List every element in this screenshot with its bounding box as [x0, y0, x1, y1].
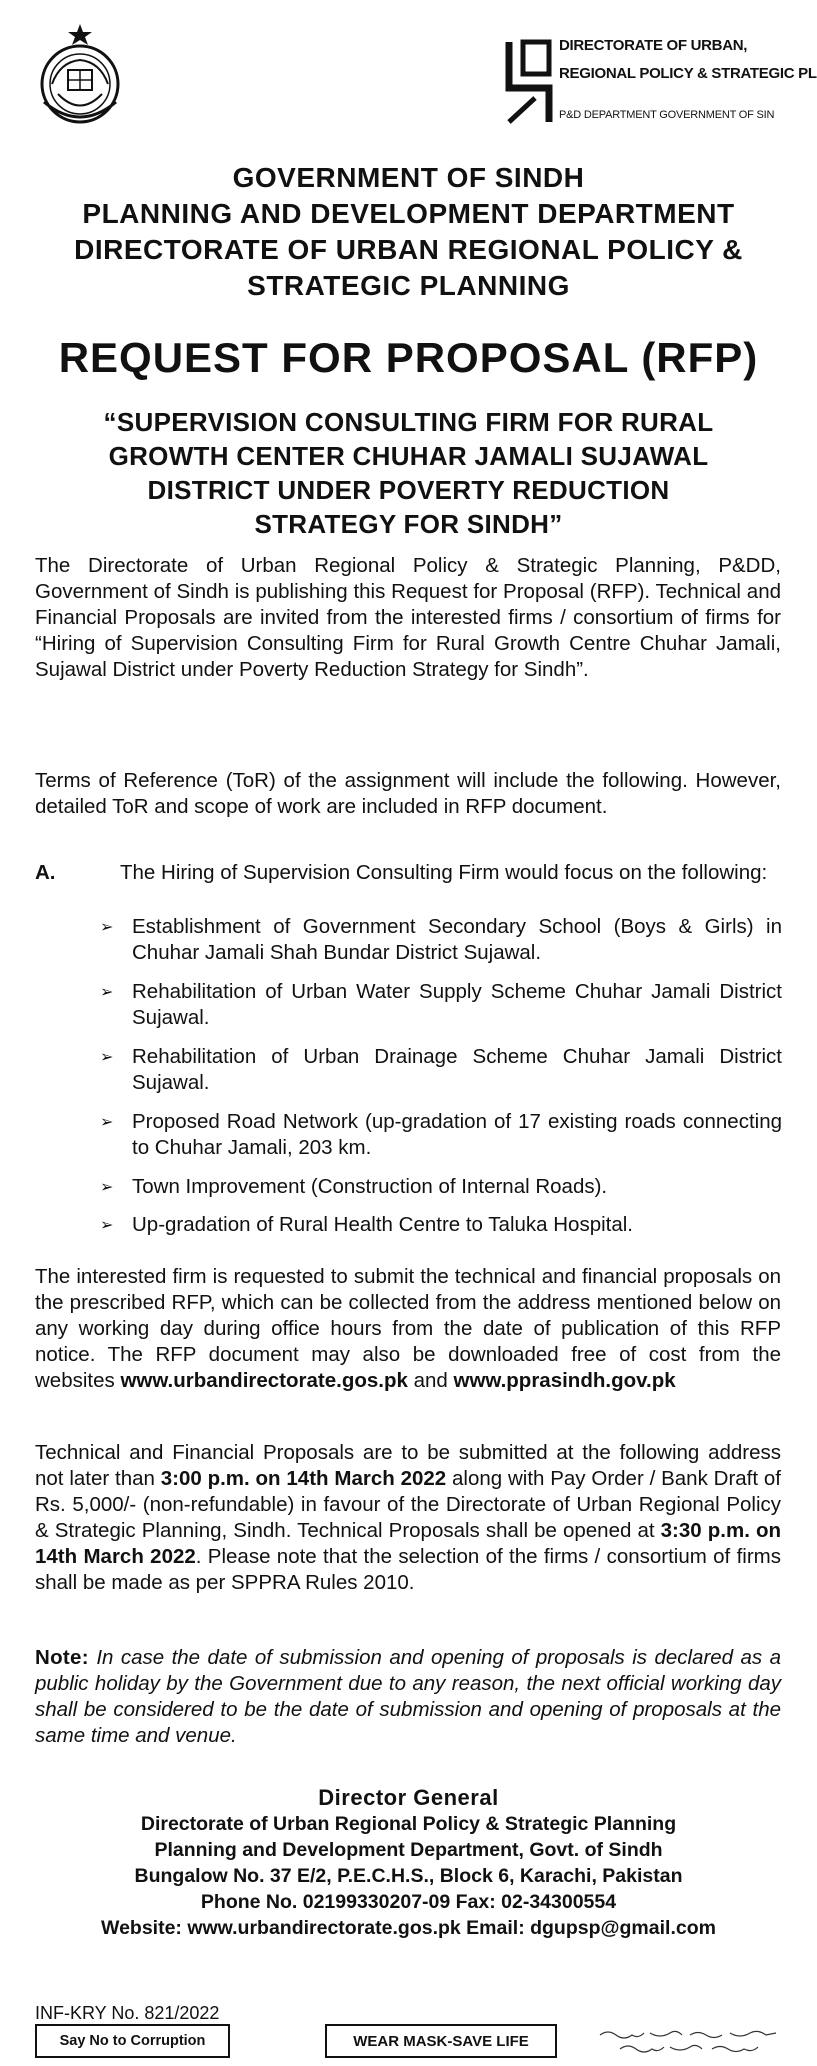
urdu-slogan-graphic — [590, 2025, 790, 2057]
note-label: Note: — [35, 1646, 89, 1669]
logo-line-1: DIRECTORATE OF URBAN, — [559, 37, 748, 54]
list-item-text: Town Improvement (Construction of Internal Roads). — [132, 1175, 608, 1198]
website-link[interactable]: www.urbandirectorate.gos.pk — [120, 1369, 408, 1392]
list-item — [100, 979, 782, 1031]
signature-line: Directorate of Urban Regional Policy & Strategic Planning — [140, 1813, 677, 1835]
tor-paragraph: Terms of Reference (ToR) of the assignment will include the following. However, detailed ToR and scope of work are included in RFP document. — [35, 769, 781, 818]
logo-line-3: P&D DEPARTMENT GOVERNMENT OF SIN — [559, 109, 775, 121]
conjunction-text: and — [407, 1369, 454, 1392]
arrow-bullet-icon: ➢ — [100, 984, 114, 1001]
list-item — [100, 1174, 782, 1200]
signature-line: Bungalow No. 37 E/2, P.E.C.H.S., Block 6, Karachi, Pakistan — [134, 1865, 683, 1887]
arrow-bullet-icon: ➢ — [100, 1217, 114, 1234]
directorate-logo — [495, 30, 817, 140]
arrow-bullet-icon: ➢ — [100, 1179, 114, 1196]
submission-deadline: 3:00 p.m. on 14th March 2022 — [160, 1467, 447, 1490]
submission-paragraph — [35, 1264, 781, 1394]
heading-line: STRATEGIC PLANNING — [247, 270, 570, 301]
heading-line: GOVERNMENT OF SINDH — [232, 162, 585, 193]
wear-mask-box: WEAR MASK-SAVE LIFE — [325, 2024, 557, 2058]
list-item — [100, 1212, 782, 1238]
note-text: In case the date of submission and opening of proposals is declared as a public holiday by the Government due to any reason, the next official working day shall be considered to be the date of submission and opening of proposals at the same time and venue. — [35, 1646, 781, 1747]
heading-line: DIRECTORATE OF URBAN REGIONAL POLICY & — [74, 234, 743, 265]
submission-text: The interested firm is requested to submit the technical and financial proposals on the prescribed RFP, which can be collected from the address mentioned below on any working day during office hours from the date of publication of this RFP notice. The RFP document may also be downloaded free of cost from the websites — [35, 1265, 781, 1392]
opening-time: 3:30 p.m. on 14th March 2022 — [35, 1519, 782, 1568]
arrow-bullet-icon: ➢ — [100, 1114, 114, 1131]
list-item-text: Up-gradation of Rural Health Centre to Taluka Hospital. — [132, 1213, 633, 1236]
inf-number: INF-KRY No. 821/2022 — [35, 2003, 220, 2023]
subtitle-line: “SUPERVISION CONSULTING FIRM FOR RURAL — [103, 407, 714, 437]
directorate-mark-icon — [505, 38, 553, 126]
section-letter: A. — [35, 861, 56, 884]
heading-line: PLANNING AND DEVELOPMENT DEPARTMENT — [82, 198, 735, 229]
signatory-title: Director General — [318, 1785, 499, 1810]
sindh-government-emblem — [30, 22, 130, 132]
note-paragraph — [35, 1645, 781, 1749]
website-link[interactable]: www.pprasindh.gov.pk — [453, 1369, 676, 1392]
list-item-text: Proposed Road Network (up-gradation of 17 existing roads connecting to Chuhar Jamali, 203 km. — [132, 1110, 782, 1159]
list-item — [100, 1044, 782, 1096]
intro-paragraph: The Directorate of Urban Regional Policy & Strategic Planning, P&DD, Government of Sindh is publishing this Request for Proposal (RFP). Technical and Financial Proposals are invited from the interested firms / consortium of firms for “Hiring of Supervision Consulting Firm for Rural Growth Centre Chuhar Jamali, Sujawal District under Poverty Reduction Strategy for Sindh”. — [35, 554, 781, 681]
deadline-paragraph — [35, 1440, 781, 1596]
list-item-text: Rehabilitation of Urban Drainage Scheme Chuhar Jamali District Sujawal. — [132, 1045, 782, 1094]
subtitle-line: GROWTH CENTER CHUHAR JAMALI SUJAWAL — [108, 441, 709, 471]
arrow-bullet-icon: ➢ — [100, 919, 114, 936]
rfp-subtitle — [0, 405, 817, 541]
logo-line-2: REGIONAL POLICY & STRATEGIC PL — [559, 65, 817, 82]
signature-line: Planning and Development Department, Govt. of Sindh — [154, 1839, 663, 1861]
rfp-title: REQUEST FOR PROPOSAL (RFP) — [58, 334, 759, 381]
list-item — [100, 1109, 782, 1161]
signature-line: Phone No. 02199330207-09 Fax: 02-34300554 — [200, 1891, 617, 1913]
signature-contact-line: Website: www.urbandirectorate.gos.pk Email: dgupsp@gmail.com — [101, 1917, 716, 1939]
subtitle-line: STRATEGY FOR SINDH” — [254, 509, 563, 539]
deadline-text: . Please note that the selection of the firms / consortium of firms shall be made as per SPPRA Rules 2010. — [35, 1545, 781, 1594]
department-heading — [0, 160, 817, 304]
deadline-text: along with Pay Order / Bank Draft of Rs. 5,000/- (non-refundable) in favour of the Directorate of Urban Regional Policy & Strategic Planning, Sindh. Technical Proposals shall be opened at — [35, 1467, 781, 1542]
list-item — [100, 914, 782, 966]
subtitle-line: DISTRICT UNDER POVERTY REDUCTION — [147, 475, 670, 505]
section-text: The Hiring of Supervision Consulting Firm would focus on the following: — [120, 861, 768, 884]
deadline-text: Technical and Financial Proposals are to be submitted at the following address not later than — [35, 1441, 781, 1490]
anti-corruption-box: Say No to Corruption — [35, 2024, 230, 2058]
arrow-bullet-icon: ➢ — [100, 1049, 114, 1066]
list-item-text: Establishment of Government Secondary School (Boys & Girls) in Chuhar Jamali Shah Bundar District Sujawal. — [132, 915, 782, 964]
list-item-text: Rehabilitation of Urban Water Supply Scheme Chuhar Jamali District Sujawal. — [132, 980, 782, 1029]
